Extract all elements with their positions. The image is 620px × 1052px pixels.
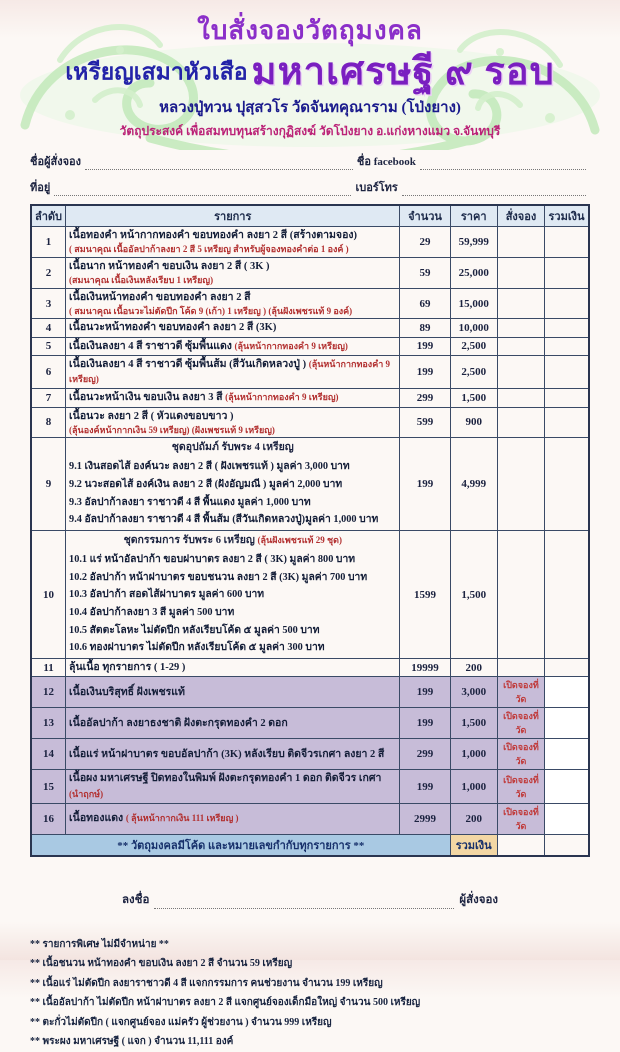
col-header-order: สั่งจอง	[497, 205, 544, 227]
order-cell	[497, 337, 544, 355]
row-index: 11	[31, 659, 66, 677]
item-description: เนื้อทองคำ หน้ากากทองคำ ขอบทองคำ ลงยา 2 สี (สร้างตามจอง) ( สมนาคุณ เนื้ออัลปาก้าลงยา 2 สี 5 เหรียญ สำหรับผู้จองทองคำต่อ 1 องค์ )	[66, 227, 400, 258]
row-total-cell	[545, 739, 589, 770]
item-description: เนื้อแร่ หน้าฝาบาตร ขอบอัลปาก้า (3K) หลังเรียบ ติดจีวรเกศา ลงยา 2 สี	[66, 739, 400, 770]
footnote: ** ตะกั่วไม่ตัดปีก ( แจกศูนย์จอง แม่ครัว ผู้ช่วยงาน ) จำนวน 999 เหรียญ	[30, 1016, 332, 1028]
order-table	[30, 204, 590, 857]
footnote: ** รายการพิเศษ ไม่มีจำหน่าย **	[30, 938, 169, 950]
qty-cell: 69	[400, 288, 450, 319]
footnotes-section	[30, 935, 620, 1052]
row-total-cell	[545, 257, 589, 288]
qty-cell: 599	[400, 407, 450, 438]
qty-cell: 299	[400, 389, 450, 407]
signature-suffix: ผู้สั่งจอง	[459, 893, 498, 906]
order-cell	[497, 389, 544, 407]
row-total-cell	[545, 355, 589, 388]
table-row	[31, 227, 589, 258]
amulet-title-name: เหรียญเสมาหัวเสือ	[65, 59, 248, 85]
order-cell: เปิดจองที่วัด	[497, 803, 544, 834]
row-index: 6	[31, 355, 66, 388]
order-cell: เปิดจองที่วัด	[497, 739, 544, 770]
item-description: เนื้อเงินบริสุทธิ์ ฝังเพชรแท้	[66, 677, 400, 708]
table-row	[31, 389, 589, 407]
customer-info-section	[30, 152, 590, 196]
price-cell: 200	[450, 659, 497, 677]
table-row	[31, 803, 589, 834]
signature-prefix: ลงชื่อ	[121, 893, 150, 906]
purpose-line: วัตถุประสงค์ เพื่อสมทบทุนสร้างกุฏิสงฆ์ วัดโป่งยาง อ.แก่งหางแมว จ.จันทบุรี	[119, 124, 501, 138]
item-description: ลุ้นเนื้อ ทุกรายการ ( 1-29 )	[66, 659, 400, 677]
row-total-cell	[545, 803, 589, 834]
table-row	[31, 677, 589, 708]
row-index: 4	[31, 319, 66, 337]
price-cell: 2,500	[450, 337, 497, 355]
item-description: ชุดอุปถัมภ์ รับพระ 4 เหรียญ 9.1 เงินสอดไส้ องค์นวะ ลงยา 2 สี ( ฝังเพชรแท้ ) มูลค่า 3,000 บาท 9.2 นวะสอดไส้ องค์เงิน ลงยา 2 สี (ฝังอัญมณี ) มูลค่า 2,000 บาท 9.3 อัลปาก้าลงยา ราชาวดี 4 สี พื้นแดง มูลค่า 1,000 บาท 9.4 อัลปาก้าลงยา ราชาวดี 4 สี พื้นส้ม (สีวันเกิดหลวงปู่)มูลค่า 1,000 บาท	[66, 438, 400, 531]
table-row	[31, 708, 589, 739]
row-index: 8	[31, 407, 66, 438]
footnote: ** เนื้ออัลปาก้า ไม่ตัดปีก หน้าฝาบาตร ลงยา 2 สี แจกศูนย์จองเด็กมือใหญ่ จำนวน 500 เหรียญ	[30, 997, 421, 1009]
table-header-row	[31, 205, 589, 227]
phone-field	[402, 183, 586, 196]
price-cell: 3,000	[450, 677, 497, 708]
footnote: ** เนื้อชนวน หน้าทองคำ ขอบเงิน ลงยา 2 สี จำนวน 59 เหรียญ	[30, 958, 293, 970]
qty-cell: 29	[400, 227, 450, 258]
table-row	[31, 531, 589, 659]
col-header-price: ราคา	[450, 205, 497, 227]
order-cell	[497, 355, 544, 388]
amulet-title-series: มหาเศรษฐี ๙ รอบ	[251, 51, 555, 93]
item-description: เนื้อผง มหาเศรษฐี ปิดทองในพิมพ์ ฝังตะกรุดทองคำ 1 ดอก ติดจีวร เกศา (นำฤกษ์)	[66, 770, 400, 803]
monk-temple-line: หลวงปู่ทวน ปุสฺสวโร วัดจันทคุณาราม (โป่งยาง)	[159, 100, 461, 116]
row-total-cell	[545, 407, 589, 438]
order-cell: เปิดจองที่วัด	[497, 677, 544, 708]
row-index: 15	[31, 770, 66, 803]
order-cell	[497, 659, 544, 677]
row-index: 2	[31, 257, 66, 288]
item-description: เนื้อนาก หน้าทองคำ ขอบเงิน ลงยา 2 สี ( 3K ) (สมนาคุณ เนื้อเงินหลังเรียบ 1 เหรียญ)	[66, 257, 400, 288]
order-cell: เปิดจองที่วัด	[497, 770, 544, 803]
qty-cell: 199	[400, 770, 450, 803]
row-index: 16	[31, 803, 66, 834]
table-row	[31, 355, 589, 388]
row-total-cell	[545, 708, 589, 739]
qty-cell: 89	[400, 319, 450, 337]
row-total-cell	[545, 288, 589, 319]
row-total-cell	[545, 438, 589, 531]
price-cell: 25,000	[450, 257, 497, 288]
row-index: 1	[31, 227, 66, 258]
table-row	[31, 319, 589, 337]
order-cell	[497, 438, 544, 531]
footnote: ** พระผง มหาเศรษฐี ( แจก ) จำนวน 11,111 องค์	[30, 1036, 234, 1048]
row-total-cell	[545, 337, 589, 355]
row-index: 12	[31, 677, 66, 708]
price-cell: 15,000	[450, 288, 497, 319]
price-cell: 200	[450, 803, 497, 834]
price-cell: 1,500	[450, 389, 497, 407]
row-index: 10	[31, 531, 66, 659]
col-header-index: ลำดับ	[31, 205, 66, 227]
price-cell: 2,500	[450, 355, 497, 388]
price-cell: 1,000	[450, 770, 497, 803]
qty-cell: 199	[400, 337, 450, 355]
signature-line	[0, 891, 620, 909]
table-row	[31, 438, 589, 531]
row-total-cell	[545, 677, 589, 708]
table-row	[31, 770, 589, 803]
row-total-cell	[545, 659, 589, 677]
col-header-total: รวมเงิน	[545, 205, 589, 227]
address-label: ที่อยู่	[30, 182, 51, 194]
address-field	[54, 183, 351, 196]
price-cell: 59,999	[450, 227, 497, 258]
col-header-qty: จำนวน	[400, 205, 450, 227]
item-description: เนื้อเงินหน้าทองคำ ขอบทองคำ ลงยา 2 สี ( สมนาคุณ เนื้อนวะไม่ตัดปีก โค้ด 9 (เก้า) 1 เหรียญ ) (ลุ้นฝังเพชรแท้ 9 องค์)	[66, 288, 400, 319]
order-cell	[497, 531, 544, 659]
grand-total-label: รวมเงิน	[450, 834, 497, 856]
item-description: ชุดกรรมการ รับพระ 6 เหรียญ (ลุ้นฝังเพชรแท้ 29 ชุด) 10.1 แร่ หน้าอัลปาก้า ขอบฝาบาตร ลงยา 2 สี ( 3K) มูลค่า 800 บาท 10.2 อัลปาก้า หน้าฝาบาตร ขอบชนวน ลงยา 2 สี (3K) มูลค่า 700 บาท 10.3 อัลปาก้า สอดไส้ฝาบาตร มูลค่า 600 บาท 10.4 อัลปาก้าลงยา 3 สี มูลค่า 500 บาท 10.5 สัตตะโลหะ ไม่ตัดปีก หลังเรียบโค้ด ๕ มูลค่า 500 บาท 10.6 ทองฝาบาตร ไม่ตัดปีก หลังเรียบโค้ด ๕ มูลค่า 300 บาท	[66, 531, 400, 659]
signature-field	[154, 896, 454, 909]
row-index: 7	[31, 389, 66, 407]
price-cell: 900	[450, 407, 497, 438]
row-total-cell	[545, 319, 589, 337]
qty-cell: 299	[400, 739, 450, 770]
amulet-title	[0, 53, 620, 91]
qty-cell: 19999	[400, 659, 450, 677]
order-table-body	[31, 227, 589, 835]
row-total-cell	[545, 531, 589, 659]
qty-cell: 2999	[400, 803, 450, 834]
order-cell	[497, 227, 544, 258]
item-description: เนื้อนวะหน้าทองคำ ขอบทองคำ ลงยา 2 สี (3K)	[66, 319, 400, 337]
table-row	[31, 739, 589, 770]
order-cell	[497, 288, 544, 319]
price-cell: 10,000	[450, 319, 497, 337]
qty-cell: 199	[400, 355, 450, 388]
grand-total-order-cell	[497, 834, 544, 856]
row-index: 14	[31, 739, 66, 770]
facebook-label: ชื่อ facebook	[356, 156, 416, 168]
row-index: 5	[31, 337, 66, 355]
grand-total-amount-cell	[545, 834, 589, 856]
orderer-name-field	[85, 157, 353, 170]
qty-cell: 199	[400, 708, 450, 739]
table-row	[31, 288, 589, 319]
item-description: เนื้อเงินลงยา 4 สี ราชาวดี ซุ้มพื้นส้ม (สีวันเกิดหลวงปู่ ) (ลุ้นหน้ากากทองคำ 9 เหรียญ)	[66, 355, 400, 388]
item-description: เนื้อเงินลงยา 4 สี ราชาวดี ซุ้มพื้นแดง (ลุ้นหน้ากากทองคำ 9 เหรียญ)	[66, 337, 400, 355]
item-description: เนื้อนวะ ลงยา 2 สี ( หัวแดงขอบขาว ) (ลุ้นองค์หน้ากากเงิน 59 เหรียญ) (ฝังเพชรแท้ 9 เหรียญ)	[66, 407, 400, 438]
price-cell: 1,500	[450, 531, 497, 659]
price-cell: 1,000	[450, 739, 497, 770]
code-note: ** วัตถุมงคลมีโค้ด และหมายเลขกำกับทุกรายการ **	[31, 834, 450, 856]
order-cell: เปิดจองที่วัด	[497, 708, 544, 739]
row-index: 3	[31, 288, 66, 319]
item-description: เนื้อนวะหน้าเงิน ขอบเงิน ลงยา 3 สี (ลุ้นหน้ากากทองคำ 9 เหรียญ)	[66, 389, 400, 407]
footnote: ** เนื้อแร่ ไม่ตัดปีก ลงยาราชาวดี 4 สี แจกกรรมการ คนช่วยงาน จำนวน 199 เหรียญ	[30, 977, 383, 989]
form-title: ใบสั่งจองวัตถุมงคล	[197, 16, 423, 45]
table-row	[31, 257, 589, 288]
col-header-item: รายการ	[66, 205, 400, 227]
item-description: เนื้ออัลปาก้า ลงยาธงชาติ ฝังตะกรุดทองคำ 2 ดอก	[66, 708, 400, 739]
item-description: เนื้อทองแดง ( ลุ้นหน้ากากเงิน 111 เหรียญ )	[66, 803, 400, 834]
order-cell	[497, 257, 544, 288]
price-cell: 4,999	[450, 438, 497, 531]
order-cell	[497, 319, 544, 337]
price-cell: 1,500	[450, 708, 497, 739]
row-total-cell	[545, 389, 589, 407]
qty-cell: 1599	[400, 531, 450, 659]
order-cell	[497, 407, 544, 438]
phone-label: เบอร์โทร	[355, 182, 398, 194]
document-header	[0, 0, 620, 148]
qty-cell: 199	[400, 438, 450, 531]
row-total-cell	[545, 770, 589, 803]
facebook-field	[420, 157, 586, 170]
qty-cell: 199	[400, 677, 450, 708]
row-index: 13	[31, 708, 66, 739]
table-footer-row	[31, 834, 589, 856]
row-index: 9	[31, 438, 66, 531]
orderer-name-label: ชื่อผู้สั่งจอง	[30, 156, 82, 168]
table-row	[31, 659, 589, 677]
table-row	[31, 337, 589, 355]
row-total-cell	[545, 227, 589, 258]
qty-cell: 59	[400, 257, 450, 288]
table-row	[31, 407, 589, 438]
